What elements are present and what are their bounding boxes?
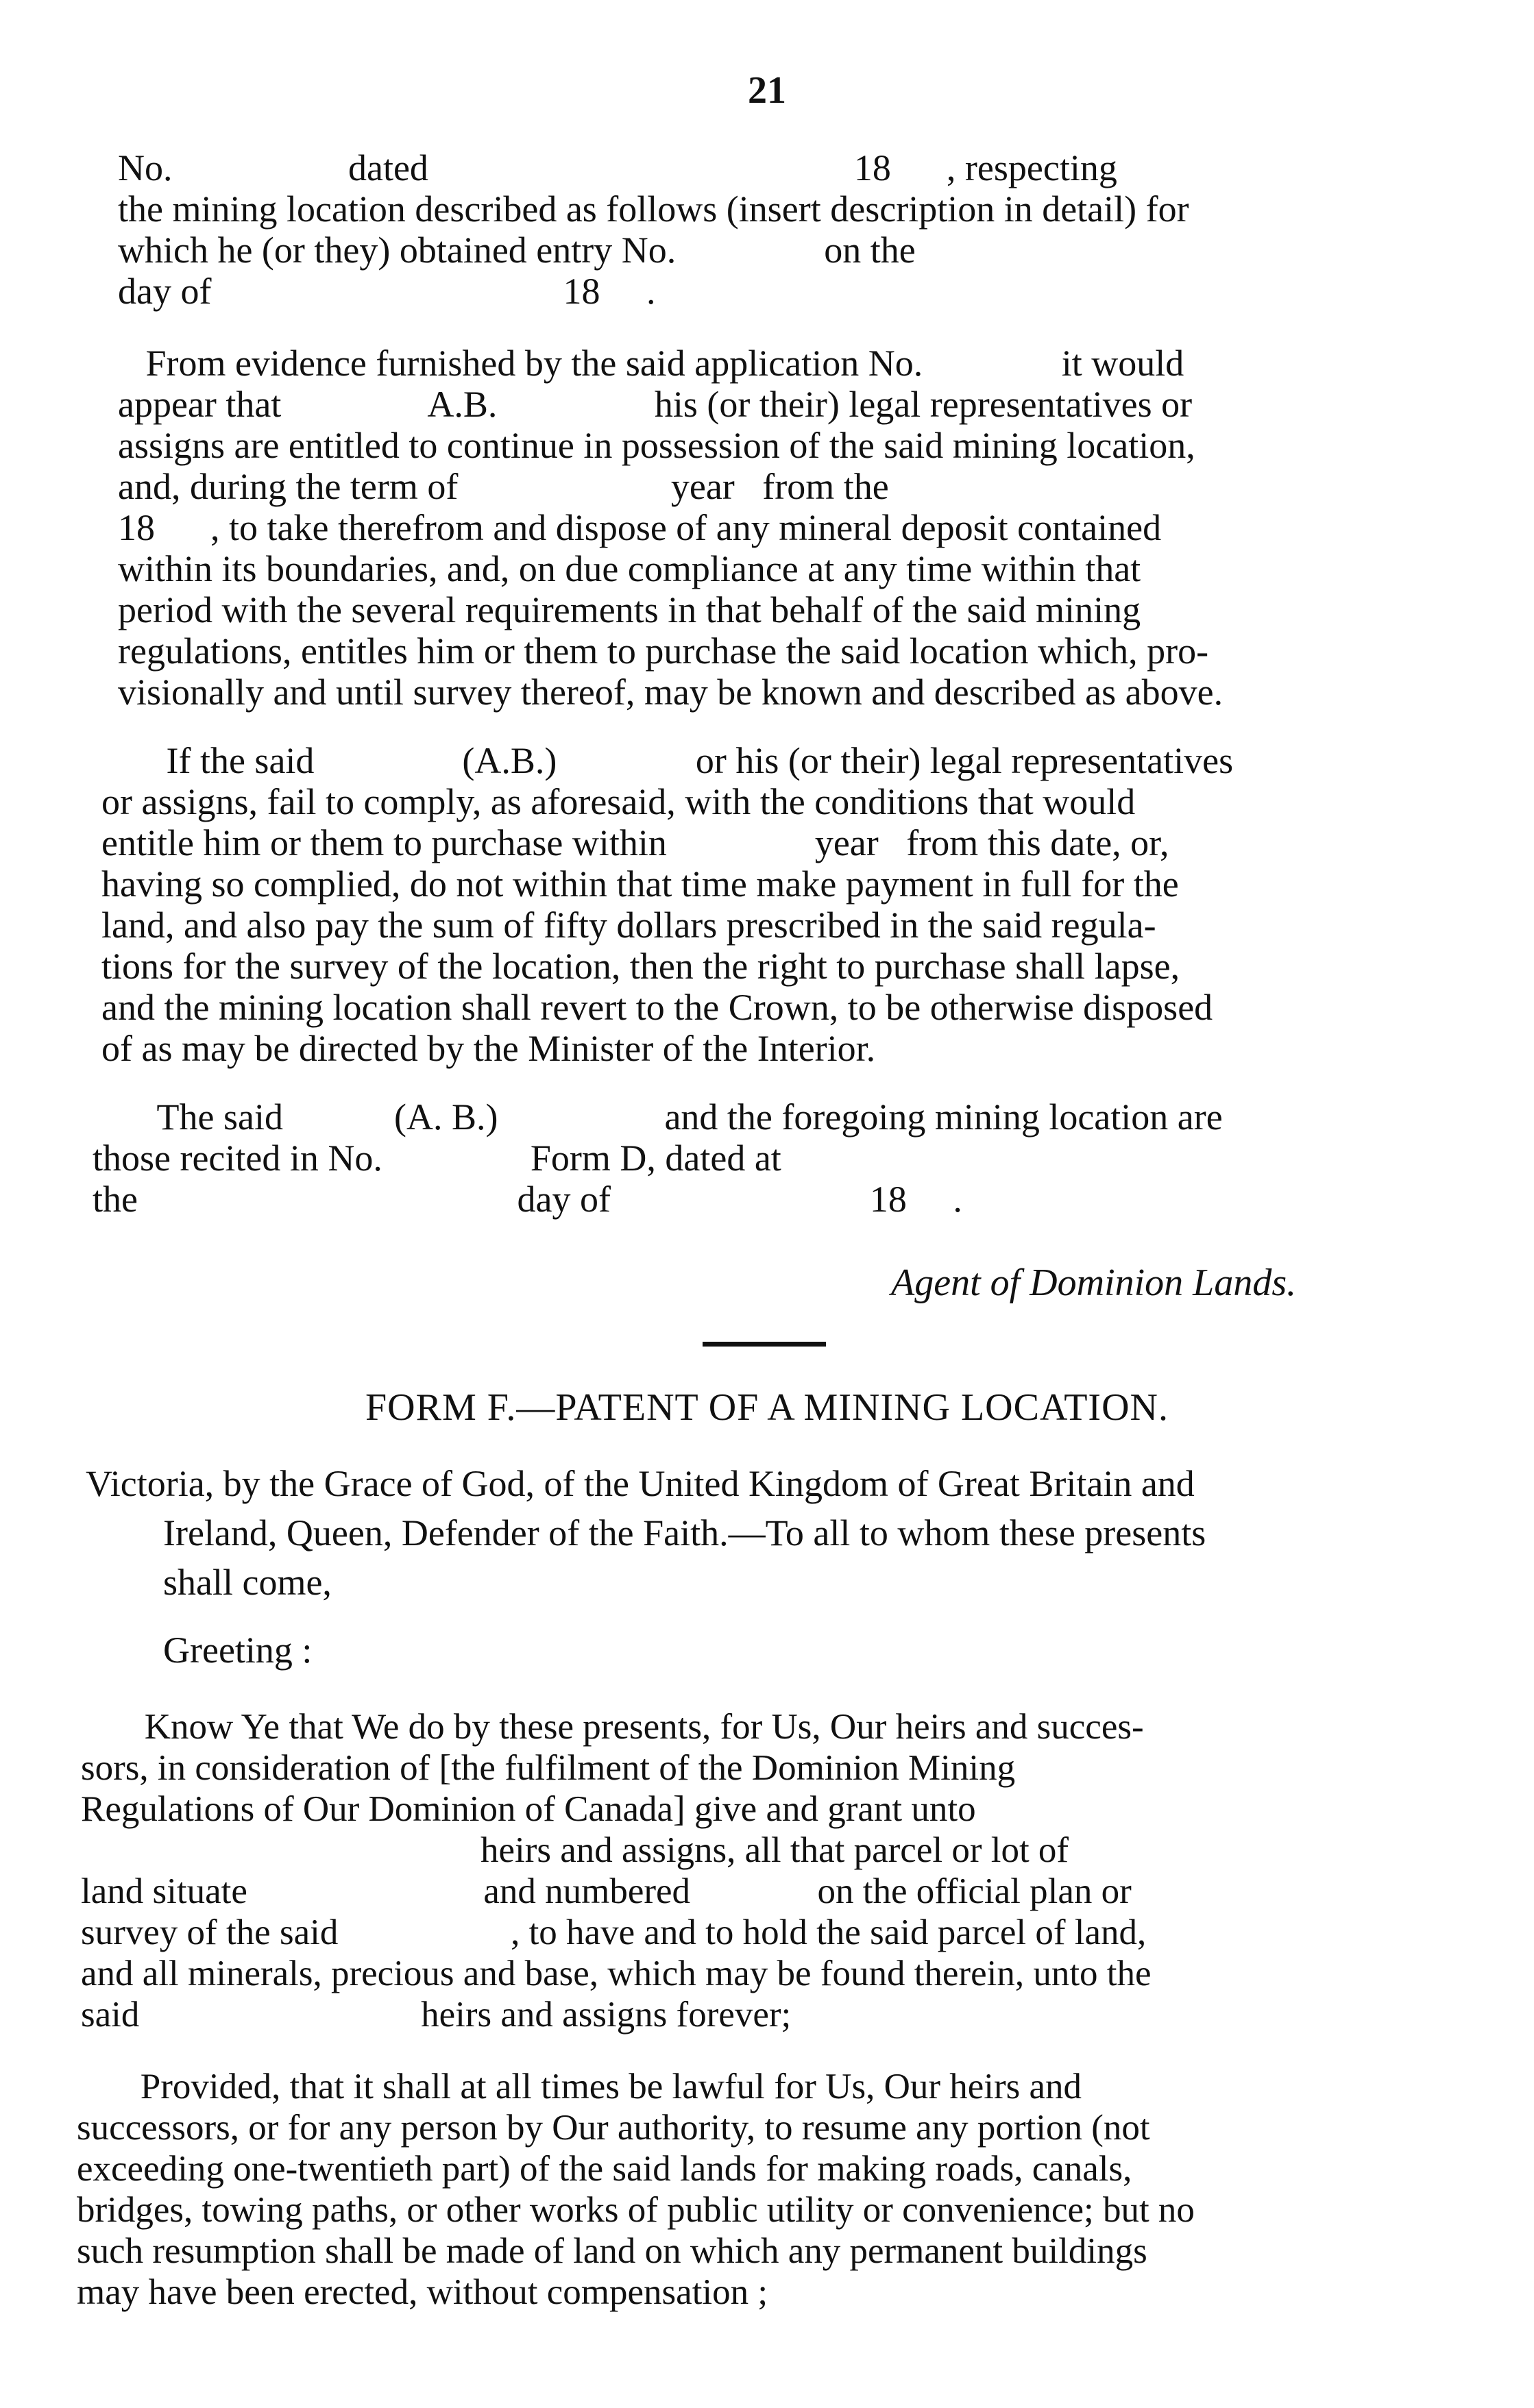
text-line: assigns are entitled to continue in possession of the said mining location,: [118, 425, 1195, 466]
text-line: visionally and until survey thereof, may be known and described as above.: [118, 672, 1223, 713]
text-line: period with the several requirements in that behalf of the said mining: [118, 589, 1141, 630]
text-line: such resumption shall be made of land on which any permanent buildings: [77, 2231, 1147, 2271]
section-divider: [703, 1342, 826, 1347]
text-line: said heirs and assigns forever;: [81, 1995, 792, 2035]
text-line: regulations, entitles him or them to purchase the said location which, pro-: [118, 630, 1209, 672]
signature-line: Agent of Dominion Lands.: [891, 1262, 1297, 1304]
text-line: Victoria, by the Grace of God, of the United Kingdom of Great Britain and: [86, 1463, 1195, 1504]
text-line: land, and also pay the sum of fifty dollars prescribed in the said regula-: [101, 905, 1156, 946]
text-line: and, during the term of year from the: [118, 466, 889, 507]
text-line: and the mining location shall revert to the Crown, to be otherwise disposed: [101, 987, 1213, 1028]
text-line: day of 18 .: [118, 271, 656, 312]
text-line: and all minerals, precious and base, which may be found therein, unto the: [81, 1954, 1152, 1993]
form-heading: FORM F.—PATENT OF A MINING LOCATION.: [365, 1386, 1169, 1429]
text-line: The said (A. B.) and the foregoing mining location are: [93, 1096, 1223, 1138]
text-line: entitle him or them to purchase within year from this date, or,: [101, 822, 1169, 863]
text-line: 18 , to take therefrom and dispose of any mineral deposit contained: [118, 507, 1162, 548]
text-line: or assigns, fail to comply, as aforesaid, with the conditions that would: [101, 781, 1136, 822]
text-line: shall come,: [163, 1562, 332, 1603]
text-line: bridges, towing paths, or other works of public utility or convenience; but no: [77, 2190, 1195, 2230]
text-line: having so complied, do not within that time make payment in full for the: [101, 863, 1179, 905]
text-line: appear that A.B. his (or their) legal representatives or: [118, 384, 1193, 425]
text-line: of as may be directed by the Minister of the Interior.: [101, 1028, 876, 1069]
text-line: survey of the said , to have and to hold the said parcel of land,: [81, 1913, 1147, 1952]
text-line: From evidence furnished by the said application No. it would: [118, 343, 1184, 384]
greeting: Greeting :: [163, 1630, 313, 1671]
text-line: Ireland, Queen, Defender of the Faith.—To all to whom these presents: [163, 1512, 1206, 1553]
text-line: sors, in consideration of [the fulfilment of the Dominion Mining: [81, 1748, 1016, 1788]
text-line: tions for the survey of the location, then the right to purchase shall lapse,: [101, 946, 1180, 987]
text-line: No. dated 18 , respecting: [118, 147, 1117, 188]
page-number: 21: [748, 69, 786, 112]
text-line: those recited in No. Form D, dated at: [93, 1138, 781, 1179]
text-line: within its boundaries, and, on due compliance at any time within that: [118, 548, 1141, 589]
text-line: successors, or for any person by Our authority, to resume any portion (not: [77, 2108, 1150, 2148]
text-line: the mining location described as follows (insert description in detail) for: [118, 188, 1189, 230]
text-line: Know Ye that We do by these presents, for Us, Our heirs and succes-: [81, 1707, 1144, 1747]
text-line: heirs and assigns, all that parcel or lot of: [81, 1830, 1069, 1870]
text-line: which he (or they) obtained entry No. on the: [118, 230, 916, 271]
text-line: land situate and numbered on the official plan or: [81, 1871, 1132, 1911]
text-line: exceeding one-twentieth part) of the said lands for making roads, canals,: [77, 2149, 1132, 2189]
text-line: Regulations of Our Dominion of Canada] give and grant unto: [81, 1789, 976, 1829]
text-line: may have been erected, without compensation ;: [77, 2272, 768, 2312]
text-line: the day of 18 .: [93, 1179, 962, 1220]
text-line: If the said (A.B.) or his (or their) legal representatives: [101, 740, 1234, 781]
text-line: Provided, that it shall at all times be lawful for Us, Our heirs and: [77, 2067, 1082, 2106]
